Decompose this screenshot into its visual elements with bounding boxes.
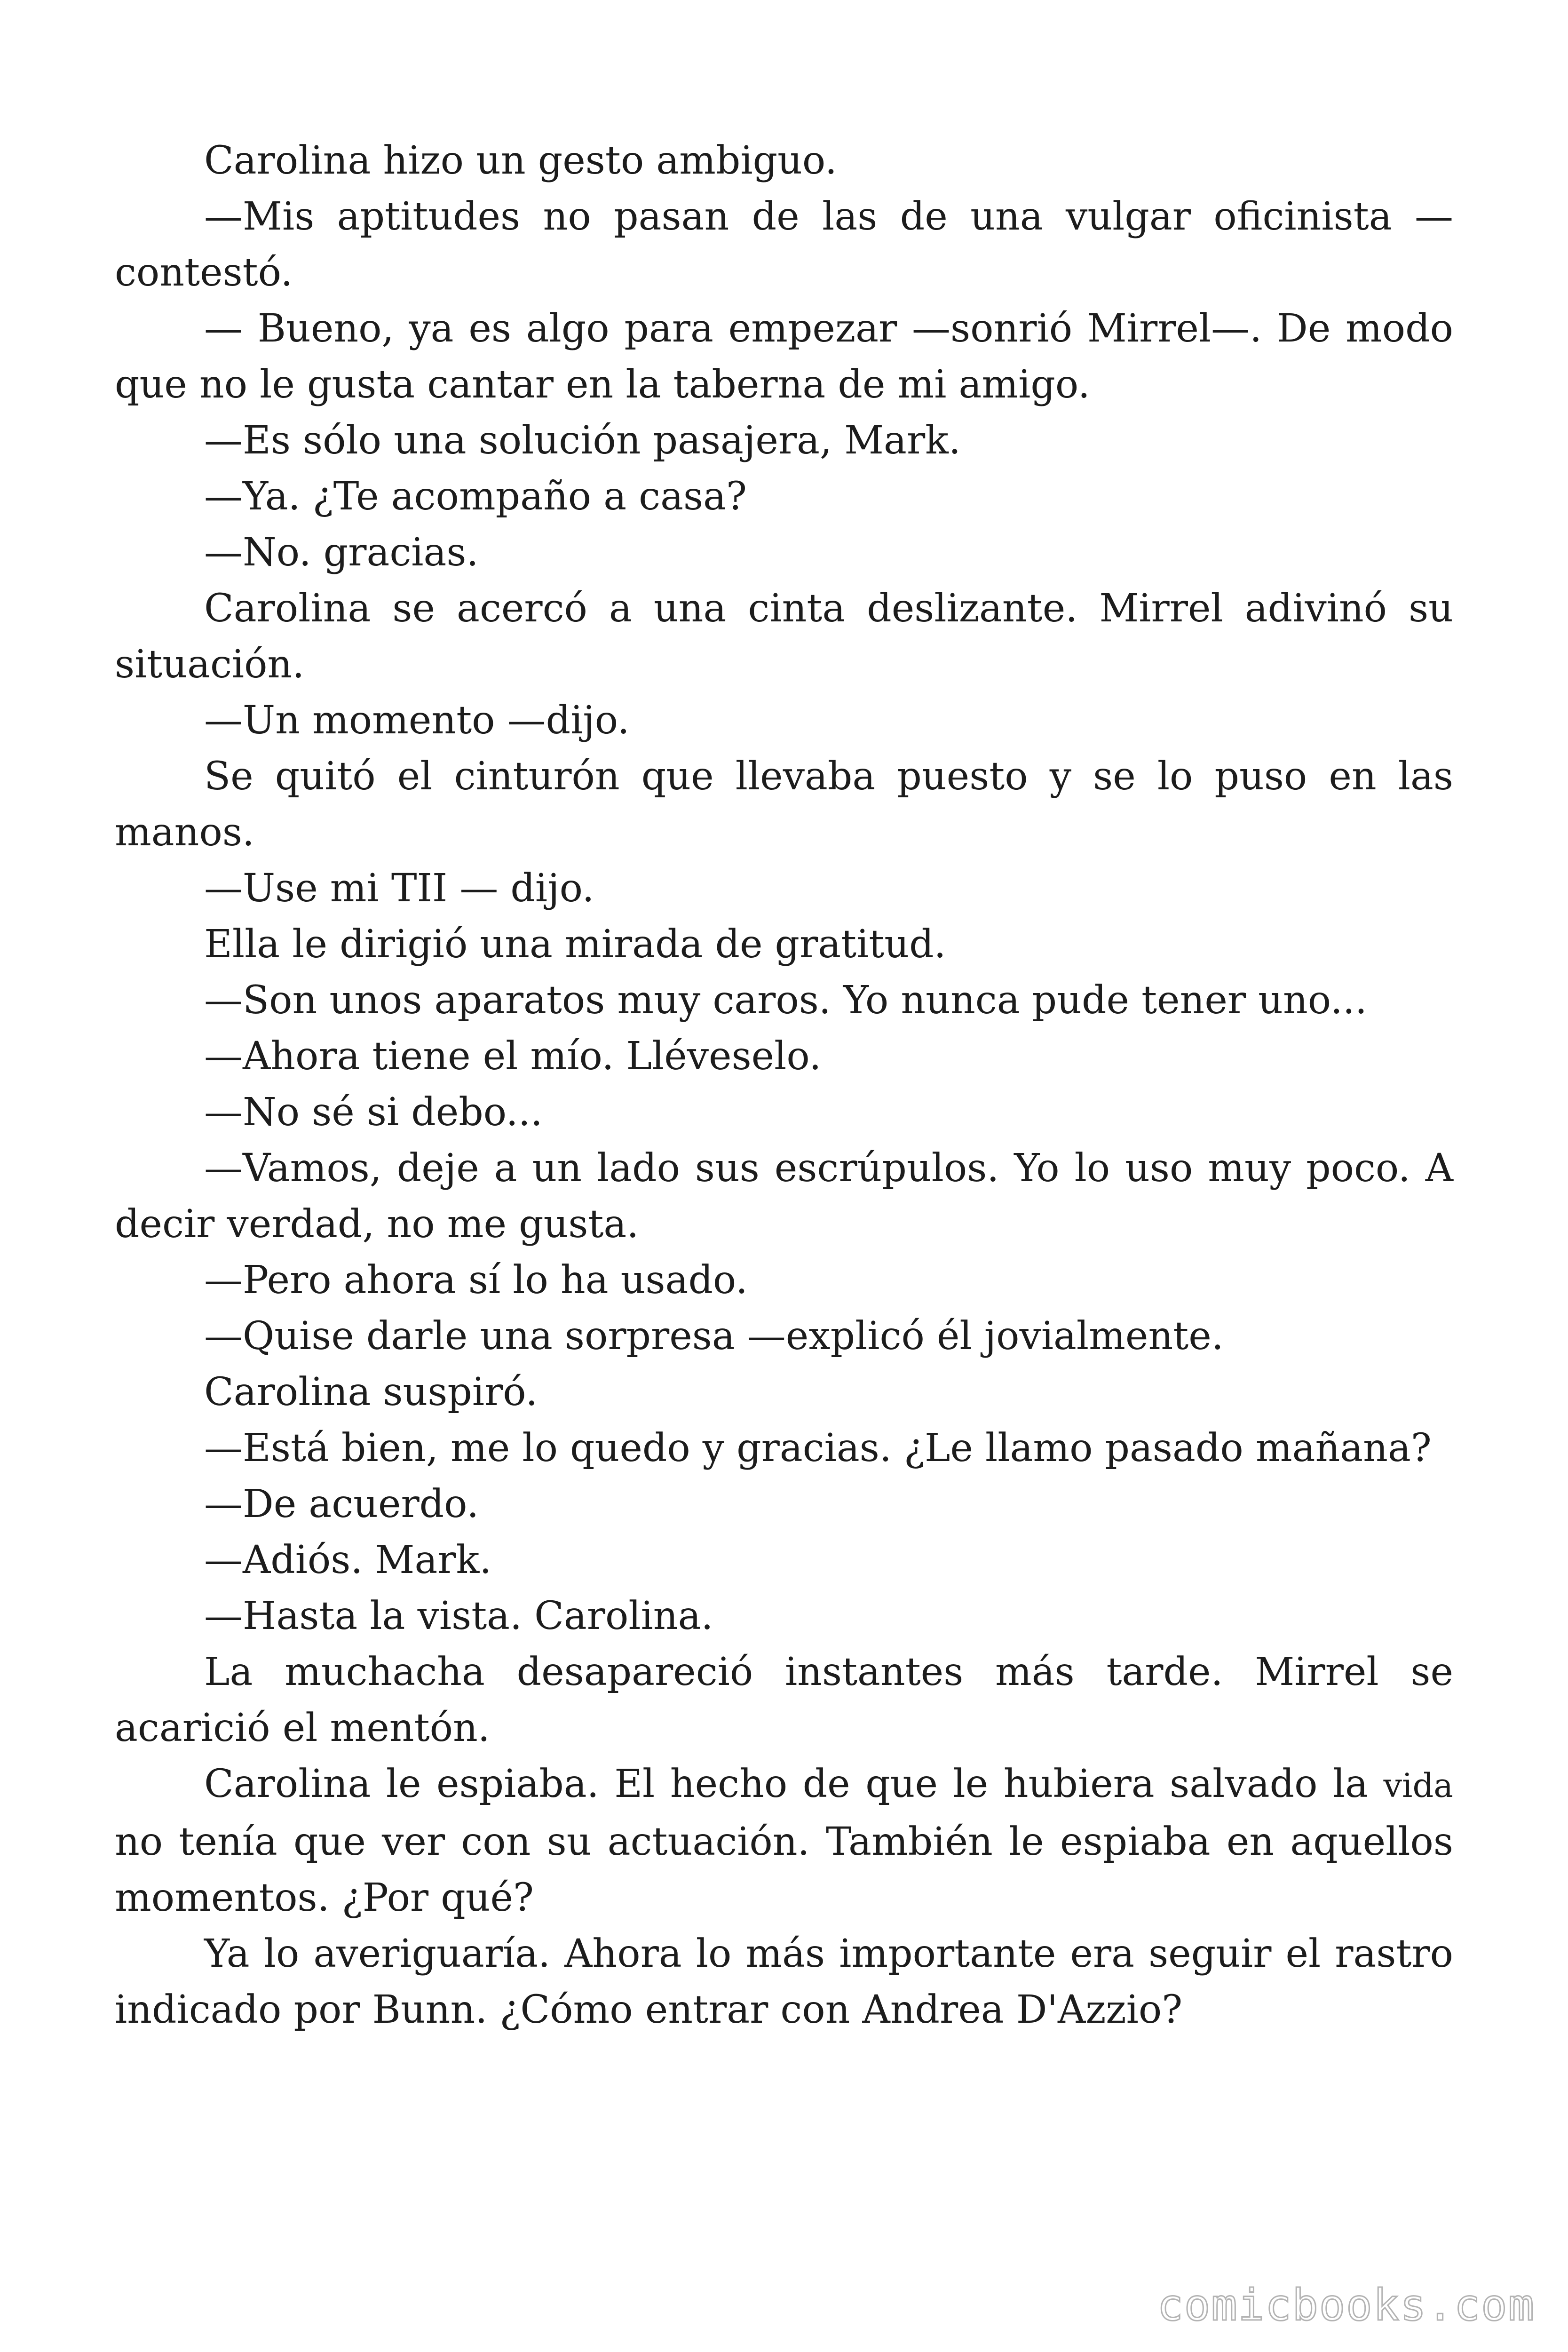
paragraph-text: no tenía que ver con su actuación. También le espiaba en aquellos momentos. ¿Por qué? — [115, 1820, 1453, 1920]
paragraph: —Vamos, deje a un lado sus escrúpulos. Yo lo uso muy poco. A decir verdad, no me gusta. — [115, 1146, 1453, 1247]
paragraph: — Bueno, ya es algo para empezar —sonrió Mirrel—. De modo que no le gusta cantar en la taberna de mi amigo. — [115, 306, 1453, 407]
paragraph: —Es sólo una solución pasajera, Mark. — [204, 418, 961, 463]
paragraph: —Hasta la vista. Carolina. — [204, 1594, 713, 1638]
paragraph: —Ahora tiene el mío. Lléveselo. — [204, 1034, 822, 1079]
paragraph: —Use mi TII — dijo. — [204, 866, 594, 911]
paragraph: —Adiós. Mark. — [204, 1538, 492, 1582]
paragraph: Se quitó el cinturón que llevaba puesto y se lo puso en las manos. — [115, 754, 1453, 855]
paragraph: —Mis aptitudes no pasan de las de una vulgar oficinista — contestó. — [115, 194, 1453, 295]
paragraph: —Pero ahora sí lo ha usado. — [204, 1258, 748, 1303]
paragraph: —Son unos aparatos muy caros. Yo nunca pude tener uno... — [204, 978, 1367, 1023]
watermark-text: comicbooks.com — [1157, 2280, 1535, 2330]
paragraph: —De acuerdo. — [204, 1482, 479, 1526]
paragraph: Carolina se acercó a una cinta deslizante. Mirrel adivinó su situación. — [115, 586, 1453, 687]
paragraph: La muchacha desapareció instantes más tarde. Mirrel se acarició el mentón. — [115, 1650, 1453, 1750]
paragraph: Carolina hizo un gesto ambiguo. — [204, 138, 837, 183]
paragraph: —Ya. ¿Te acompaño a casa? — [204, 474, 747, 519]
paragraph: —No sé si debo... — [204, 1090, 543, 1135]
small-caps-word: vida — [1383, 1766, 1453, 1805]
paragraph: —No. gracias. — [204, 530, 479, 575]
paragraph: —Un momento —dijo. — [204, 698, 630, 743]
paragraph: —Quise darle una sorpresa —explicó él jovialmente. — [204, 1314, 1224, 1359]
paragraph-last: Ya lo averiguaría. Ahora lo más importante era seguir el rastro indicado por Bunn. ¿Cómo entrar con Andrea D'Azzio? — [115, 1931, 1453, 2032]
paragraph: Carolina suspiró. — [204, 1370, 538, 1414]
paragraph: Ella le dirigió una mirada de gratitud. — [204, 922, 946, 967]
paragraph — [115, 1756, 1453, 1926]
paragraph: —Está bien, me lo quedo y gracias. ¿Le llamo pasado mañana? — [204, 1426, 1432, 1470]
paragraph-text: Carolina le espiaba. El hecho de que le hubiera salvado la — [204, 1762, 1384, 1806]
page-body-text — [115, 133, 1453, 2038]
